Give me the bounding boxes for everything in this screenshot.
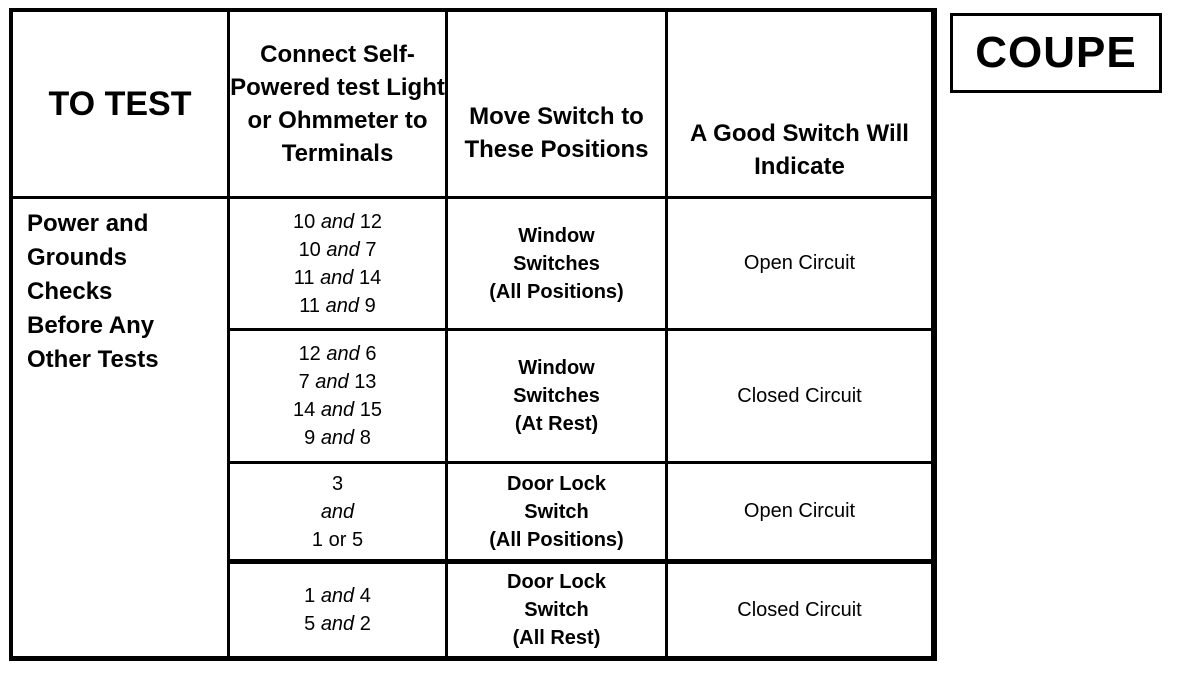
position-line: Window (518, 224, 595, 247)
header-terminals-line: Connect Self- (260, 41, 415, 68)
header-to-test-line: TO (48, 85, 96, 123)
position-line: (All Positions) (489, 280, 624, 303)
row-3-terminals (230, 464, 445, 559)
row-2-terminals (230, 331, 445, 461)
terminal-pair: 11 and 14 (293, 266, 382, 289)
row-2-indicate: Closed Circuit (737, 384, 862, 407)
row-3-indicate: Open Circuit (743, 500, 856, 522)
terminal-pair: 14 and 15 (293, 399, 382, 421)
row-2-positions (448, 331, 665, 461)
terminal-pair: 1 and 4 (304, 585, 371, 607)
position-line: Switch (524, 599, 589, 621)
row-4-indicate: Closed Circuit (737, 598, 862, 621)
header-indicate-line: A Good Switch (690, 120, 860, 147)
row-1-indicate: Open Circuit (743, 252, 856, 274)
header-terminals-line: Powered test (230, 74, 380, 101)
header-terminals (230, 12, 445, 196)
row-4-positions (448, 564, 665, 656)
terminal-pair: 9 and 8 (304, 427, 371, 449)
position-line: (All Rest) (512, 627, 601, 649)
terminal-line: 1 or 5 (311, 528, 364, 551)
header-positions-line: to These (464, 103, 644, 163)
terminal-line: 3 (331, 472, 344, 495)
position-line: Switches (513, 252, 600, 275)
header-positions-line: Move Switch (469, 103, 615, 130)
terminal-pair: 7 and 13 (298, 371, 377, 393)
to-test-value (27, 207, 225, 377)
terminal-pair: 5 and 2 (304, 613, 371, 635)
header-positions-line: Positions (540, 136, 649, 163)
terminal-pair: 10 and 7 (298, 238, 377, 261)
to-test-line: Checks (27, 278, 113, 305)
position-line: Door Lock (507, 472, 606, 495)
header-terminals-line: Terminals (281, 140, 394, 167)
terminal-joiner: and (320, 500, 355, 523)
position-line: Window (518, 357, 595, 379)
row-1-positions (448, 199, 665, 328)
to-test-line: Power and (27, 210, 149, 237)
header-positions (448, 70, 665, 196)
row-4-terminals (230, 564, 445, 656)
terminal-pair: 10 and 12 (293, 210, 382, 233)
header-terminals-line: Ohmmeter to (278, 107, 428, 134)
to-test-line: Grounds (27, 244, 127, 271)
header-to-test-line: TEST (104, 85, 192, 123)
to-test-line: Before Any (27, 312, 155, 339)
position-line: Switches (513, 385, 600, 407)
row-3-positions (448, 464, 665, 559)
position-line: Switch (524, 500, 589, 523)
position-line: (All Positions) (489, 528, 624, 551)
header-indicate-line: Will Indicate (754, 120, 909, 180)
header-indicate (668, 104, 931, 196)
row-1-terminals (230, 199, 445, 328)
header-terminals-line: Light or (247, 74, 445, 134)
position-line: (At Rest) (514, 413, 599, 435)
header-to-test (13, 12, 227, 196)
position-line: Door Lock (507, 571, 606, 593)
to-test-line: Other Tests (27, 346, 159, 373)
coupe-label: COUPE (950, 13, 1162, 93)
terminal-pair: 12 and 6 (298, 343, 377, 365)
terminal-pair: 11 and 9 (299, 294, 376, 317)
